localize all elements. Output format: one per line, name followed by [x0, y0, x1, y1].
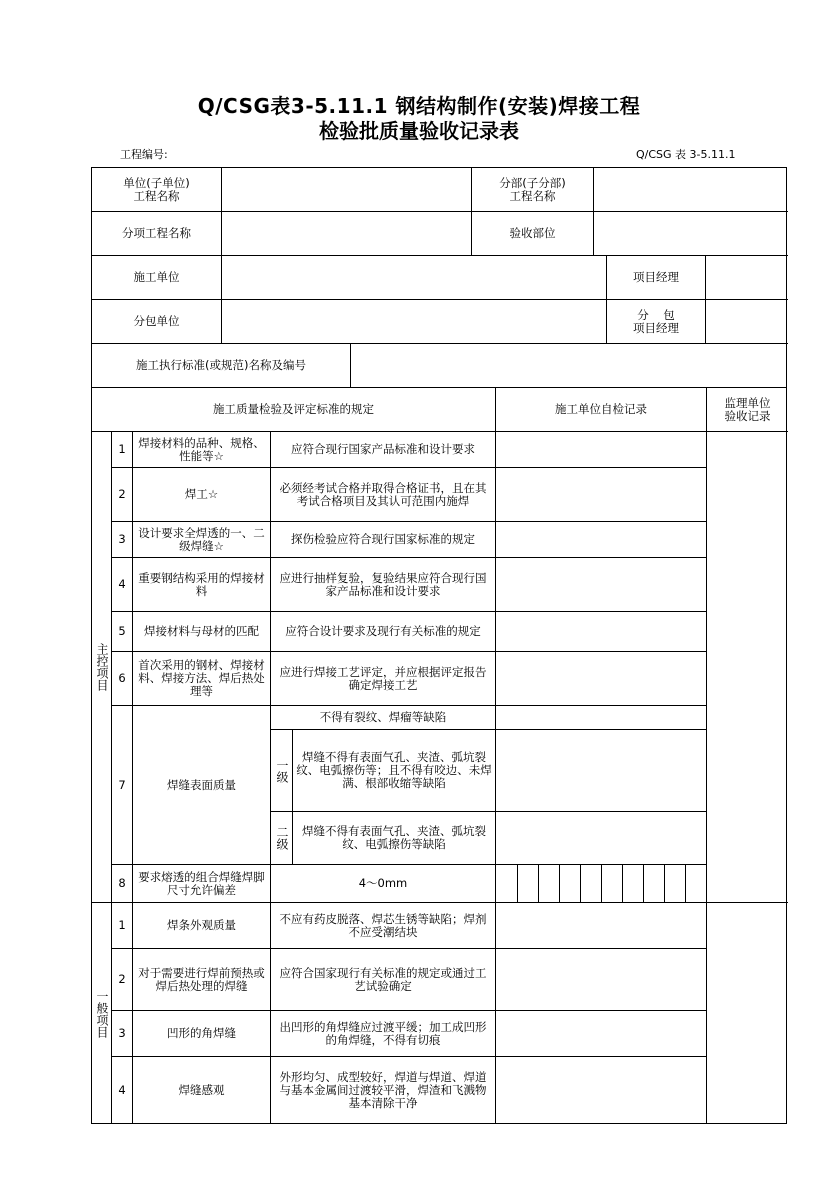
main-item-requirement: 探伤检验应符合现行国家标准的规定 [271, 522, 496, 558]
general-item-self-check[interactable] [496, 949, 707, 1011]
main-item-self-check[interactable] [496, 652, 707, 706]
allowable-deviation: 4～0mm [271, 865, 496, 903]
form-title-line1: Q/CSG表3-5.11.1 钢结构制作(安装)焊接工程 [197, 94, 641, 118]
pm-label: 项目经理 [607, 256, 706, 300]
col-header-self-check: 施工单位自检记录 [496, 388, 707, 432]
main-item-self-check[interactable] [496, 522, 707, 558]
general-section-label: 一般项目 [92, 903, 112, 1124]
general-supervision-record[interactable] [707, 903, 788, 1124]
sub-pm-value[interactable] [706, 300, 788, 344]
main-item-self-check[interactable] [496, 706, 707, 730]
acceptance-part-label: 验收部位 [472, 212, 594, 256]
grade-1-label: 一级 [271, 730, 293, 812]
inspection-table [91, 388, 787, 1124]
main-item-self-check[interactable] [496, 558, 707, 612]
general-item-self-check[interactable] [496, 903, 707, 949]
general-item-no: 1 [112, 903, 133, 949]
general-item-requirement: 外形均匀、成型较好，焊道与焊道、焊道与基本金属间过渡较平滑，焊渣和飞溅物基本清除干净 [271, 1057, 496, 1124]
sub-item-value[interactable] [222, 212, 472, 256]
main-item-self-check[interactable] [496, 812, 707, 865]
main-item-requirement: 应符合设计要求及现行有关标准的规定 [271, 612, 496, 652]
general-item-no: 4 [112, 1057, 133, 1124]
header-table [91, 167, 787, 388]
grade-1-requirement: 焊缝不得有表面气孔、夹渣、弧坑裂纹、电弧擦伤等；且不得有咬边、未焊满、根部收缩等缺陷 [293, 730, 496, 812]
pm-value[interactable] [706, 256, 788, 300]
unit-name-label: 单位(子单位) 工程名称 [92, 168, 222, 212]
subcontract-unit-value[interactable] [222, 300, 607, 344]
general-item-name: 焊缝感观 [133, 1057, 271, 1124]
main-item-name: 焊缝表面质量 [133, 706, 271, 865]
col-header-supervision: 监理单位 验收记录 [707, 388, 788, 432]
main-item-no: 3 [112, 522, 133, 558]
main-item-name: 设计要求全焊透的一、二级焊缝☆ [133, 522, 271, 558]
main-item-no: 7 [112, 706, 133, 865]
main-item-requirement: 应进行焊接工艺评定，并应根据评定报告确定焊接工艺 [271, 652, 496, 706]
main-item-name: 要求熔透的组合焊缝焊脚尺寸允许偏差 [133, 865, 271, 903]
main-item-name: 焊接材料的品种、规格、性能等☆ [133, 432, 271, 468]
general-item-no: 2 [112, 949, 133, 1011]
general-item-requirement: 出凹形的角焊缝应过渡平缓；加工成凹形的角焊缝，不得有切痕 [271, 1011, 496, 1057]
main-supervision-record[interactable] [707, 432, 788, 903]
unit-name-value[interactable] [222, 168, 472, 212]
construction-unit-value[interactable] [222, 256, 607, 300]
subcontract-unit-label: 分包单位 [92, 300, 222, 344]
main-item-name: 焊工☆ [133, 468, 271, 522]
sub-dept-value[interactable] [594, 168, 788, 212]
general-item-name: 对于需要进行焊前预热或焊后热处理的焊缝 [133, 949, 271, 1011]
general-item-name: 凹形的角焊缝 [133, 1011, 271, 1057]
main-item-requirement: 应进行抽样复验，复验结果应符合现行国家产品标准和设计要求 [271, 558, 496, 612]
general-item-requirement: 应符合国家现行有关标准的规定或通过工艺试验确定 [271, 949, 496, 1011]
weld-surface-general-requirement: 不得有裂纹、焊瘤等缺陷 [271, 706, 496, 730]
project-code-label: 工程编号: [120, 148, 168, 161]
measurement-grid[interactable] [496, 865, 707, 903]
main-item-name: 焊接材料与母材的匹配 [133, 612, 271, 652]
main-item-no: 1 [112, 432, 133, 468]
main-item-self-check[interactable] [496, 730, 707, 812]
general-item-no: 3 [112, 1011, 133, 1057]
main-item-no: 8 [112, 865, 133, 903]
grade-2-label: 二级 [271, 812, 293, 865]
main-item-self-check[interactable] [496, 432, 707, 468]
main-item-self-check[interactable] [496, 468, 707, 522]
col-header-spec: 施工质量检验及评定标准的规定 [92, 388, 496, 432]
sub-item-label: 分项工程名称 [92, 212, 222, 256]
sub-dept-label: 分部(子分部) 工程名称 [472, 168, 594, 212]
main-item-no: 6 [112, 652, 133, 706]
form-code: Q/CSG 表 3-5.11.1 [636, 148, 736, 161]
main-item-requirement: 必须经考试合格并取得合格证书，且在其考试合格项目及其认可范围内施焊 [271, 468, 496, 522]
general-item-self-check[interactable] [496, 1011, 707, 1057]
main-item-name: 重要钢结构采用的焊接材料 [133, 558, 271, 612]
general-item-requirement: 不应有药皮脱落、焊芯生锈等缺陷；焊剂不应受潮结块 [271, 903, 496, 949]
standard-label: 施工执行标准(或规范)名称及编号 [92, 344, 351, 387]
standard-value[interactable] [351, 344, 788, 387]
grade-2-requirement: 焊缝不得有表面气孔、夹渣、弧坑裂纹、电弧擦伤等缺陷 [293, 812, 496, 865]
form-title-line2: 检验批质量验收记录表 [319, 119, 519, 143]
construction-unit-label: 施工单位 [92, 256, 222, 300]
sub-pm-label: 分 包 项目经理 [607, 300, 706, 344]
main-item-name: 首次采用的钢材、焊接材料、焊接方法、焊后热处理等 [133, 652, 271, 706]
main-item-requirement: 应符合现行国家产品标准和设计要求 [271, 432, 496, 468]
main-section-label: 主控项目 [92, 432, 112, 903]
main-item-no: 2 [112, 468, 133, 522]
main-item-self-check[interactable] [496, 612, 707, 652]
main-item-no: 4 [112, 558, 133, 612]
main-item-no: 5 [112, 612, 133, 652]
general-item-name: 焊条外观质量 [133, 903, 271, 949]
acceptance-part-value[interactable] [594, 212, 788, 256]
general-item-self-check[interactable] [496, 1057, 707, 1124]
